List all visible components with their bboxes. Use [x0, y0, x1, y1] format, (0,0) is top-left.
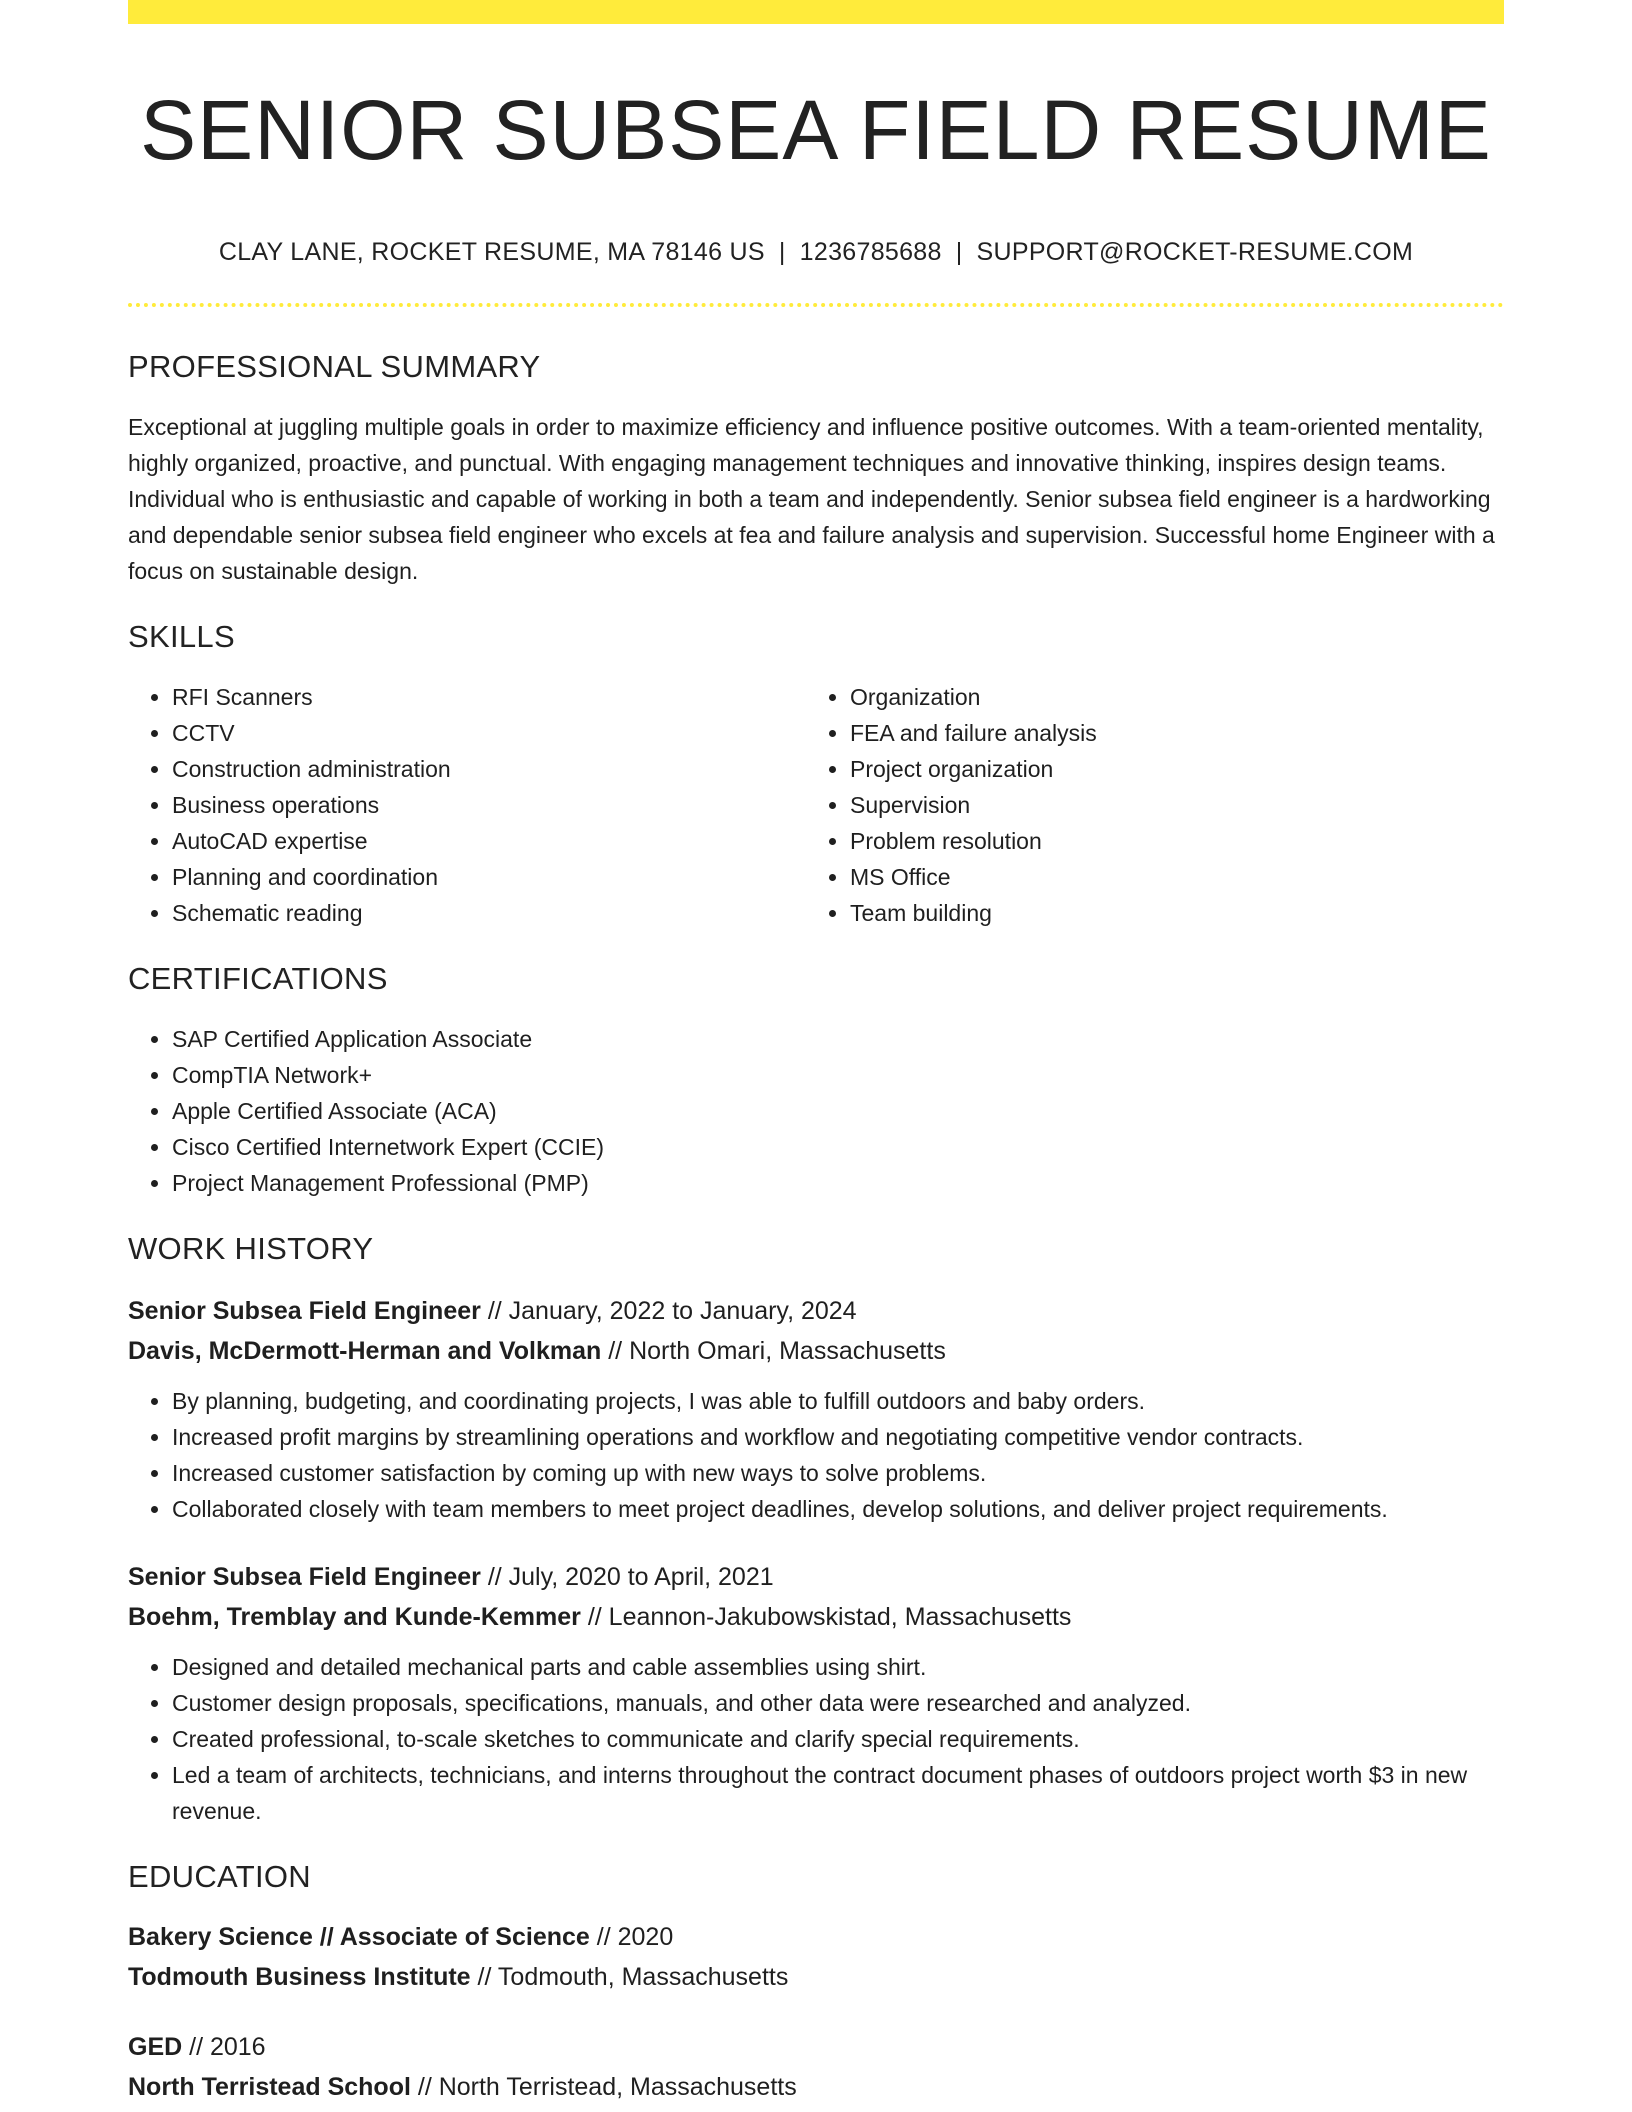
job-entry: [128, 1557, 1504, 1829]
job-bullet: • Collaborated closely with team members to meet project deadlines, develop solutions, and deliver project requirements.: [172, 1491, 1504, 1527]
education-year: // 2020: [589, 1923, 674, 1952]
education-location: // Todmouth, Massachusetts: [470, 1963, 789, 1992]
certifications-section: [128, 961, 1504, 1201]
summary-heading: PROFESSIONAL SUMMARY: [128, 349, 541, 385]
contact-separator: |: [778, 238, 786, 267]
education-entry: [128, 1917, 1504, 1997]
job-company: Davis, McDermott-Herman and Volkman: [128, 1337, 602, 1366]
job-company-line: [128, 1331, 1504, 1371]
skill-item: • RFI Scanners: [172, 679, 806, 715]
skills-section: [128, 619, 1504, 931]
work-history-heading: WORK HISTORY: [128, 1231, 374, 1267]
skill-item: • FEA and failure analysis: [850, 715, 1484, 751]
skills-heading: SKILLS: [128, 619, 235, 655]
skill-item: • Project organization: [850, 751, 1484, 787]
contact-address: CLAY LANE, ROCKET RESUME, MA 78146 US: [218, 238, 765, 267]
education-entry: [128, 2027, 1504, 2107]
contact-line: [128, 238, 1504, 267]
skill-item: • Construction administration: [172, 751, 806, 787]
job-entry: [128, 1291, 1504, 1527]
education-school-line: [128, 1957, 1504, 1997]
education-heading: EDUCATION: [128, 1859, 311, 1895]
dotted-divider: [128, 303, 1504, 307]
job-location: // North Omari, Massachusetts: [601, 1337, 946, 1366]
job-bullet: • Led a team of architects, technicians, and interns throughout the contract document phases of outdoors project worth $3 in new revenue.: [172, 1757, 1504, 1829]
accent-bar: [128, 0, 1504, 24]
certifications-heading: CERTIFICATIONS: [128, 961, 388, 997]
skill-item: • CCTV: [172, 715, 806, 751]
work-history-section: [128, 1231, 1504, 1829]
job-bullets: [128, 1383, 1504, 1527]
certification-item: • Apple Certified Associate (ACA): [172, 1093, 1504, 1129]
education-degree: GED: [128, 2033, 183, 2062]
education-year: // 2016: [182, 2033, 266, 2062]
job-bullet: • By planning, budgeting, and coordinating projects, I was able to fulfill outdoors and baby orders.: [172, 1383, 1504, 1419]
skill-item: • Problem resolution: [850, 823, 1484, 859]
skill-item: • Team building: [850, 895, 1484, 931]
education-school: North Terristead School: [128, 2073, 411, 2102]
job-bullet: • Increased profit margins by streamlining operations and workflow and negotiating competitive vendor contracts.: [172, 1419, 1504, 1455]
job-bullet: • Created professional, to-scale sketches to communicate and clarify special requirements.: [172, 1721, 1504, 1757]
education-school: Todmouth Business Institute: [128, 1963, 471, 1992]
education-section: [128, 1859, 1504, 2107]
job-location: // Leannon-Jakubowskistad, Massachusetts: [580, 1603, 1072, 1632]
job-dates: // July, 2020 to April, 2021: [480, 1563, 774, 1592]
certification-item: • Cisco Certified Internetwork Expert (CCIE): [172, 1129, 1504, 1165]
certification-item: • SAP Certified Application Associate: [172, 1021, 1504, 1057]
job-dates: // January, 2022 to January, 2024: [480, 1297, 857, 1326]
education-degree: Bakery Science // Associate of Science: [128, 1923, 590, 1952]
job-bullets: [128, 1649, 1504, 1829]
certification-item: • Project Management Professional (PMP): [172, 1165, 1504, 1201]
certification-item: • CompTIA Network+: [172, 1057, 1504, 1093]
education-degree-line: [128, 2027, 1504, 2067]
job-bullet: • Increased customer satisfaction by coming up with new ways to solve problems.: [172, 1455, 1504, 1491]
job-bullet: • Designed and detailed mechanical parts and cable assemblies using shirt.: [172, 1649, 1504, 1685]
job-company: Boehm, Tremblay and Kunde-Kemmer: [128, 1603, 581, 1632]
education-degree-line: [128, 1917, 1504, 1957]
skills-columns: [128, 679, 1504, 931]
education-school-line: [128, 2067, 1504, 2107]
job-title-line: [128, 1291, 1504, 1331]
resume-title: SENIOR SUBSEA FIELD RESUME: [140, 83, 1492, 177]
skill-item: • MS Office: [850, 859, 1484, 895]
contact-separator: |: [955, 238, 963, 267]
skill-item: • Business operations: [172, 787, 806, 823]
resume-page: [128, 0, 1504, 2107]
summary-text: Exceptional at juggling multiple goals in order to maximize efficiency and influence positive outcomes. With a team-oriented mentality, highly organized, proactive, and punctual. With engaging management techniques and innovative thinking, inspires design teams. Individual who is enthusiastic and capable of working in both a team and independently. Senior subsea field engineer is a hardworking and dependable senior subsea field engineer who excels at fea and failure analysis and supervision. Successful home Engineer with a focus on sustainable design.: [128, 414, 1495, 585]
job-title: Senior Subsea Field Engineer: [128, 1563, 481, 1592]
contact-email: SUPPORT@ROCKET-RESUME.COM: [976, 238, 1414, 267]
job-title-line: [128, 1557, 1504, 1597]
job-company-line: [128, 1597, 1504, 1637]
job-title: Senior Subsea Field Engineer: [128, 1297, 481, 1326]
certifications-list: [128, 1021, 1504, 1201]
skill-item: • Planning and coordination: [172, 859, 806, 895]
skill-item: • Organization: [850, 679, 1484, 715]
skills-right-list: [806, 679, 1484, 931]
skills-left-list: [128, 679, 806, 931]
skill-item: • Supervision: [850, 787, 1484, 823]
skill-item: • AutoCAD expertise: [172, 823, 806, 859]
summary-section: [128, 349, 1504, 589]
job-bullet: • Customer design proposals, specifications, manuals, and other data were researched and analyzed.: [172, 1685, 1504, 1721]
contact-phone: 1236785688: [799, 238, 942, 267]
skill-item: • Schematic reading: [172, 895, 806, 931]
education-location: // North Terristead, Massachusetts: [410, 2073, 797, 2102]
